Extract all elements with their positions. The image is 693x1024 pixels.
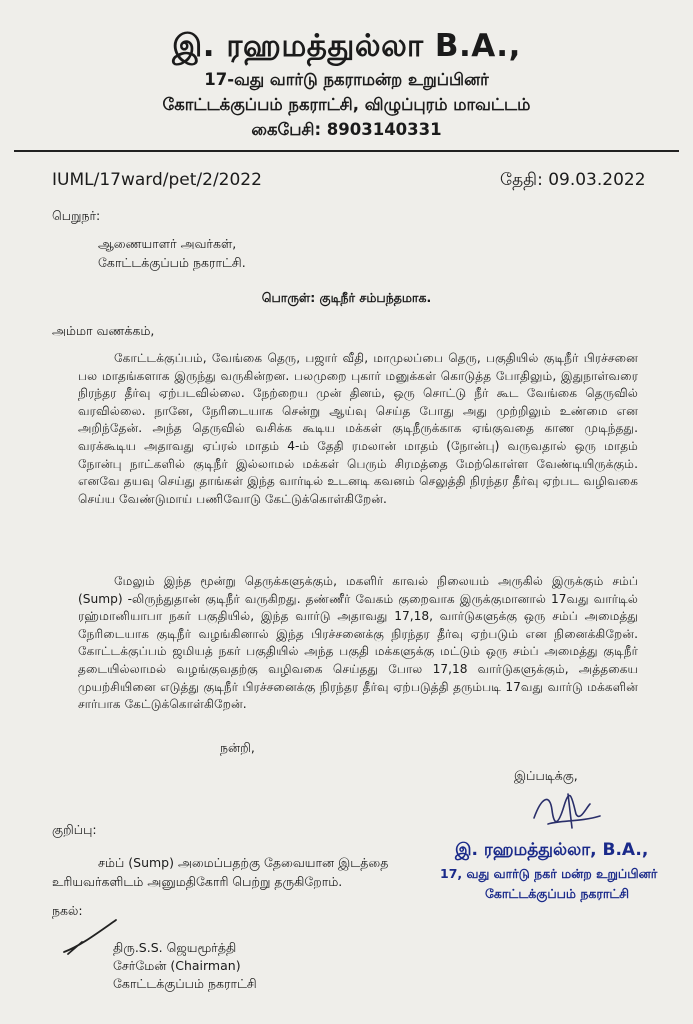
copy-line2: சேர்மேன் (Chairman) (113, 958, 241, 973)
note-line1: சம்ப் (Sump) அமைப்பதற்கு தேவையான இடத்தை (98, 855, 389, 870)
thanks: நன்றி, (220, 740, 255, 755)
copy-label: நகல்: (52, 903, 83, 918)
letterhead-phone: கைபேசி: 8903140331 (251, 120, 442, 139)
sender-name: இ. ரஹமத்துல்லா, B.A., (455, 840, 649, 860)
recipient-line2: கோட்டக்குப்பம் நகராட்சி. (98, 255, 246, 270)
note-label: குறிப்பு: (52, 822, 97, 837)
letter-date: தேதி: 09.03.2022 (500, 170, 646, 190)
sender-designation: 17, வது வார்டு நகர் மன்ற உறுப்பினர் (440, 866, 658, 881)
reference-number: IUML/17ward/pet/2/2022 (52, 170, 262, 190)
header-divider (14, 150, 679, 152)
recipient-line1: ஆணையாளர் அவர்கள், (98, 236, 237, 251)
copy-line3: கோட்டக்குப்பம் நகராட்சி (113, 976, 257, 991)
copy-signature-icon (60, 918, 120, 958)
sender-location: கோட்டக்குப்பம் நகராட்சி (485, 886, 630, 901)
salutation: அம்மா வணக்கம், (52, 323, 155, 338)
body-paragraph-2 (78, 573, 638, 714)
letterhead-location: கோட்டக்குப்பம் நகராட்சி, விழுப்புரம் மாவட்டம் (162, 95, 531, 114)
body-paragraph-2-text: மேலும் இந்த மூன்று தெருக்களுக்கும், மகளிர் காவல் நிலையம் அருகில் இருக்கும் சம்ப் (Sump) -லிருந்துதான் குடிநீர் வருகிறது. தண்ணீர் வேகம் குறைவாக இருக்குமானால் 17வது வார்டில் ரஹ்மானியாபா நகர் பகுதியில், இந்த வார்டு அதாவது 17,18, வார்டுகளுக்கு ஒரு சம்ப் அமைத்து நேரிடையாக குடிநீர் வழங்கினால் இந்த பிரச்சனைக்கு நிரந்தர தீர்வு ஏற்படும் என நினைக்கிறேன். கோட்டக்குப்பம் ஜமியத் நகர் பகுதியில் அந்த பகுதி மக்களுக்கு மட்டும் ஒரு சம்ப் அமைத்து குடிநீர் தடையில்லாமல் வழங்குவதற்கு வழிவகை செய்தது போல 17,18 வார்டுகளுக்கும், அத்தகைய முயற்சியினை எடுத்து குடிநீர் பிரச்சனைக்கு நிரந்தர தீர்வு ஏற்படுத்தி தரும்படி 17வது வார்டு மக்களின் சார்பாக கேட்டுக்கொள்கிறேன். (78, 574, 638, 712)
copy-line1: திரு.S.S. ஜெயமூர்த்தி (113, 940, 237, 955)
closing: இப்படிக்கு, (514, 768, 578, 783)
subject-line: பொருள்: குடிநீர் சம்பந்தமாக. (261, 290, 432, 305)
letterhead-designation: 17-வது வார்டு நகராமன்ற உறுப்பினர் (204, 70, 489, 89)
note-line2: உரியவர்களிடம் அனுமதிகோரி பெற்று தருகிறோம். (52, 874, 343, 889)
body-paragraph-1-text: கோட்டக்குப்பம், வேங்கை தெரு, பஜார் வீதி, மாமுலப்பை தெரு, பகுதியில் குடிநீர் பிரச்சனை பல மாதங்களாக இருந்து வருகின்றன. பலமுறை புகார் மனுக்கள் கொடுத்த போதிலும், இதுநாள்வரை நிரந்தர தீர்வு ஏற்படவில்லை. நேற்றைய முன் தினம், ஒரு சொட்டு நீர் கூட வேங்கை தெருவில் வரவில்லை. நானே, நேரிடையாக சென்று ஆய்வு செய்த போது அது முற்றிலும் உண்மை என அறிந்தேன். அந்த தெருவில் வசிக்க கூடிய மக்கள் குடிநீருக்காக ஏங்குவதை காண முடிந்தது. வரக்கூடிய அதாவது ஏப்ரல் மாதம் 4-ம் தேதி ரமலான் மாதம் (நோன்பு) வருவதால் ஒரு மாதம் நோன்பு நாட்களில் குடிநீர் இல்லாமல் மக்கள் பெரும் சிரமத்தை மேற்கொள்ள வேண்டியிருக்கும். எனவே தயவு செய்து தாங்கள் இந்த வார்டில் உடனடி கவனம் செலுத்தி நிரந்தர தீர்வு ஏற்பட வழிவகை செய்ய வேண்டுமாய் பணிவோடு கேட்டுக்கொள்கிறேன். (78, 351, 638, 506)
body-paragraph-1 (78, 350, 638, 508)
recipient-label: பெறுநர்: (52, 208, 101, 223)
letterhead-name: இ. ரஹமத்துல்லா B.A., (172, 28, 521, 64)
signature-icon (528, 788, 608, 833)
